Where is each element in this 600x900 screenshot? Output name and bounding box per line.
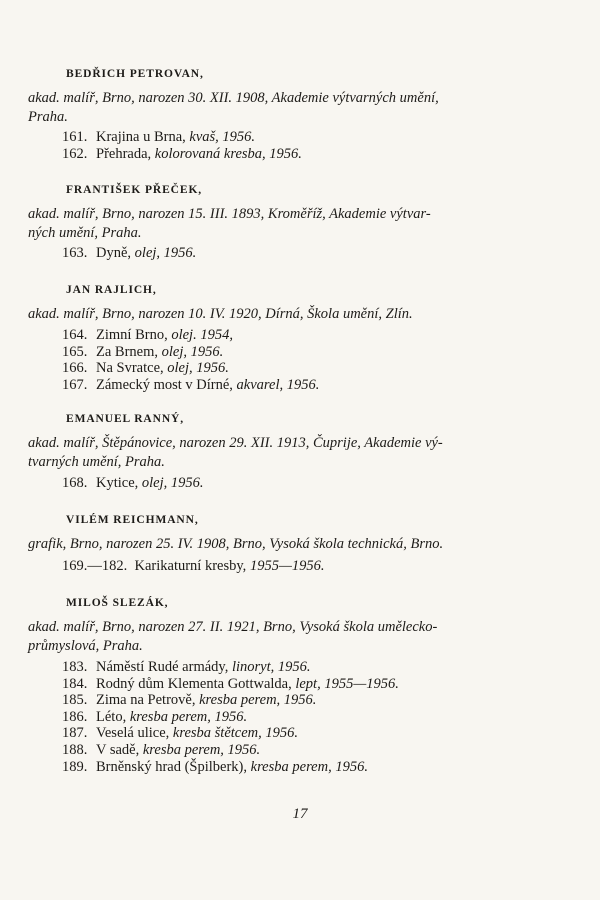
work-medium: olej, 1956. <box>167 360 229 377</box>
work-title: Krajina u Brna, <box>96 129 190 145</box>
work-item <box>62 146 532 163</box>
work-item <box>62 759 532 776</box>
work-number: 162. <box>62 145 88 162</box>
work-item <box>62 742 532 759</box>
work-item <box>62 725 532 742</box>
work-item <box>62 692 532 709</box>
work-number: 161. <box>62 129 88 145</box>
work-number: 188. <box>62 741 88 758</box>
work-medium: olej. 1954, <box>171 327 233 343</box>
work-medium: olej, 1956. <box>134 245 197 261</box>
artist-description <box>28 89 538 127</box>
work-medium: olej, 1956. <box>161 343 224 360</box>
description-line: akad. malíř, Brno, narozen 27. II. 1921, Brno, Vysoká škola umělecko- <box>28 619 438 635</box>
work-medium: kolorovaná kresba, 1956. <box>154 145 302 162</box>
work-title: Za Brnem, <box>96 343 162 360</box>
work-item <box>62 129 532 146</box>
artist-description <box>28 434 538 472</box>
work-item <box>62 344 532 361</box>
work-medium: kresba perem, 1956. <box>199 692 317 709</box>
work-item <box>62 558 532 575</box>
description-line: průmyslová, Praha. <box>28 638 143 654</box>
description-line: akad. malíř, Štěpánovice, narozen 29. XII. 1913, Čuprije, Akademie vý- <box>28 435 443 451</box>
description-line: Praha. <box>28 109 68 125</box>
work-item <box>62 676 532 693</box>
works-list <box>62 129 532 162</box>
description-line: akad. malíř, Brno, narozen 30. XII. 1908, Akademie výtvarných umění, <box>28 90 439 106</box>
work-title: Na Svratce, <box>96 360 168 377</box>
work-item <box>62 377 532 394</box>
work-number: 183. <box>62 659 88 675</box>
work-title: Brněnský hrad (Špilberk), <box>96 758 251 775</box>
work-title: Zima na Petrově, <box>96 692 200 709</box>
artist-name: JAN RAJLICH, <box>66 284 157 296</box>
work-title: Rodný dům Klementa Gottwalda, <box>96 675 296 692</box>
work-medium: olej, 1956. <box>141 475 204 491</box>
artist-name: EMANUEL RANNÝ, <box>66 413 185 425</box>
page-number: 17 <box>292 806 308 822</box>
work-number: 164. <box>62 327 88 343</box>
work-title: Kytice, <box>96 475 142 491</box>
artist-name: FRANTIŠEK PŘEČEK, <box>66 184 203 196</box>
work-title: Léto, <box>96 708 130 725</box>
works-list <box>62 558 532 575</box>
artist-description <box>28 618 538 656</box>
works-list <box>62 475 532 492</box>
works-list <box>62 327 532 393</box>
artist-name: MILOŠ SLEZÁK, <box>66 597 169 609</box>
description-line: grafik, Brno, narozen 25. IV. 1908, Brno, Vysoká škola technická, Brno. <box>28 536 444 552</box>
artist-name: BEDŘICH PETROVAN, <box>66 68 204 80</box>
description-line: ných umění, Praha. <box>28 225 142 241</box>
work-number: 169.—182. <box>62 558 128 574</box>
work-item <box>62 475 532 492</box>
work-title: Přehrada, <box>96 145 155 162</box>
artist-description <box>28 205 538 243</box>
work-title: Karikaturní kresby, <box>134 558 250 574</box>
description-line: akad. malíř, Brno, narozen 10. IV. 1920, Dírná, Škola umění, Zlín. <box>28 306 413 322</box>
work-title: Zimní Brno, <box>96 327 172 343</box>
work-title: Veselá ulice, <box>96 725 173 742</box>
works-list <box>62 245 532 262</box>
works-list <box>62 659 532 775</box>
work-medium: lept, 1955—1956. <box>295 675 399 692</box>
work-number: 187. <box>62 725 88 742</box>
work-number: 167. <box>62 376 88 393</box>
work-number: 166. <box>62 360 88 377</box>
work-medium: linoryt, 1956. <box>231 659 311 675</box>
artist-description <box>28 535 538 554</box>
work-medium: kresba perem, 1956. <box>250 758 368 775</box>
work-number: 184. <box>62 675 88 692</box>
work-number: 163. <box>62 245 88 261</box>
work-medium: akvarel, 1956. <box>236 376 320 393</box>
work-title: Dyně, <box>96 245 135 261</box>
work-medium: 1955—1956. <box>249 558 325 574</box>
work-title: V sadě, <box>96 741 143 758</box>
work-number: 186. <box>62 708 88 725</box>
work-item <box>62 360 532 377</box>
work-number: 165. <box>62 343 88 360</box>
work-medium: kvaš, 1956. <box>189 129 256 145</box>
work-medium: kresba štětcem, 1956. <box>172 725 299 742</box>
work-item <box>62 659 532 676</box>
description-line: tvarných umění, Praha. <box>28 454 165 470</box>
work-number: 189. <box>62 758 88 775</box>
work-medium: kresba perem, 1956. <box>129 708 248 725</box>
work-title: Zámecký most v Dírné, <box>96 376 237 393</box>
artist-name: VILÉM REICHMANN, <box>66 514 199 526</box>
work-medium: kresba perem, 1956. <box>142 741 261 758</box>
work-item <box>62 245 532 262</box>
artist-description <box>28 305 538 324</box>
work-number: 168. <box>62 475 88 491</box>
description-line: akad. malíř, Brno, narozen 15. III. 1893, Kroměříž, Akademie výtvar- <box>28 206 431 222</box>
work-number: 185. <box>62 692 88 709</box>
work-item <box>62 327 532 344</box>
work-title: Náměstí Rudé armády, <box>96 659 232 675</box>
work-item <box>62 709 532 726</box>
